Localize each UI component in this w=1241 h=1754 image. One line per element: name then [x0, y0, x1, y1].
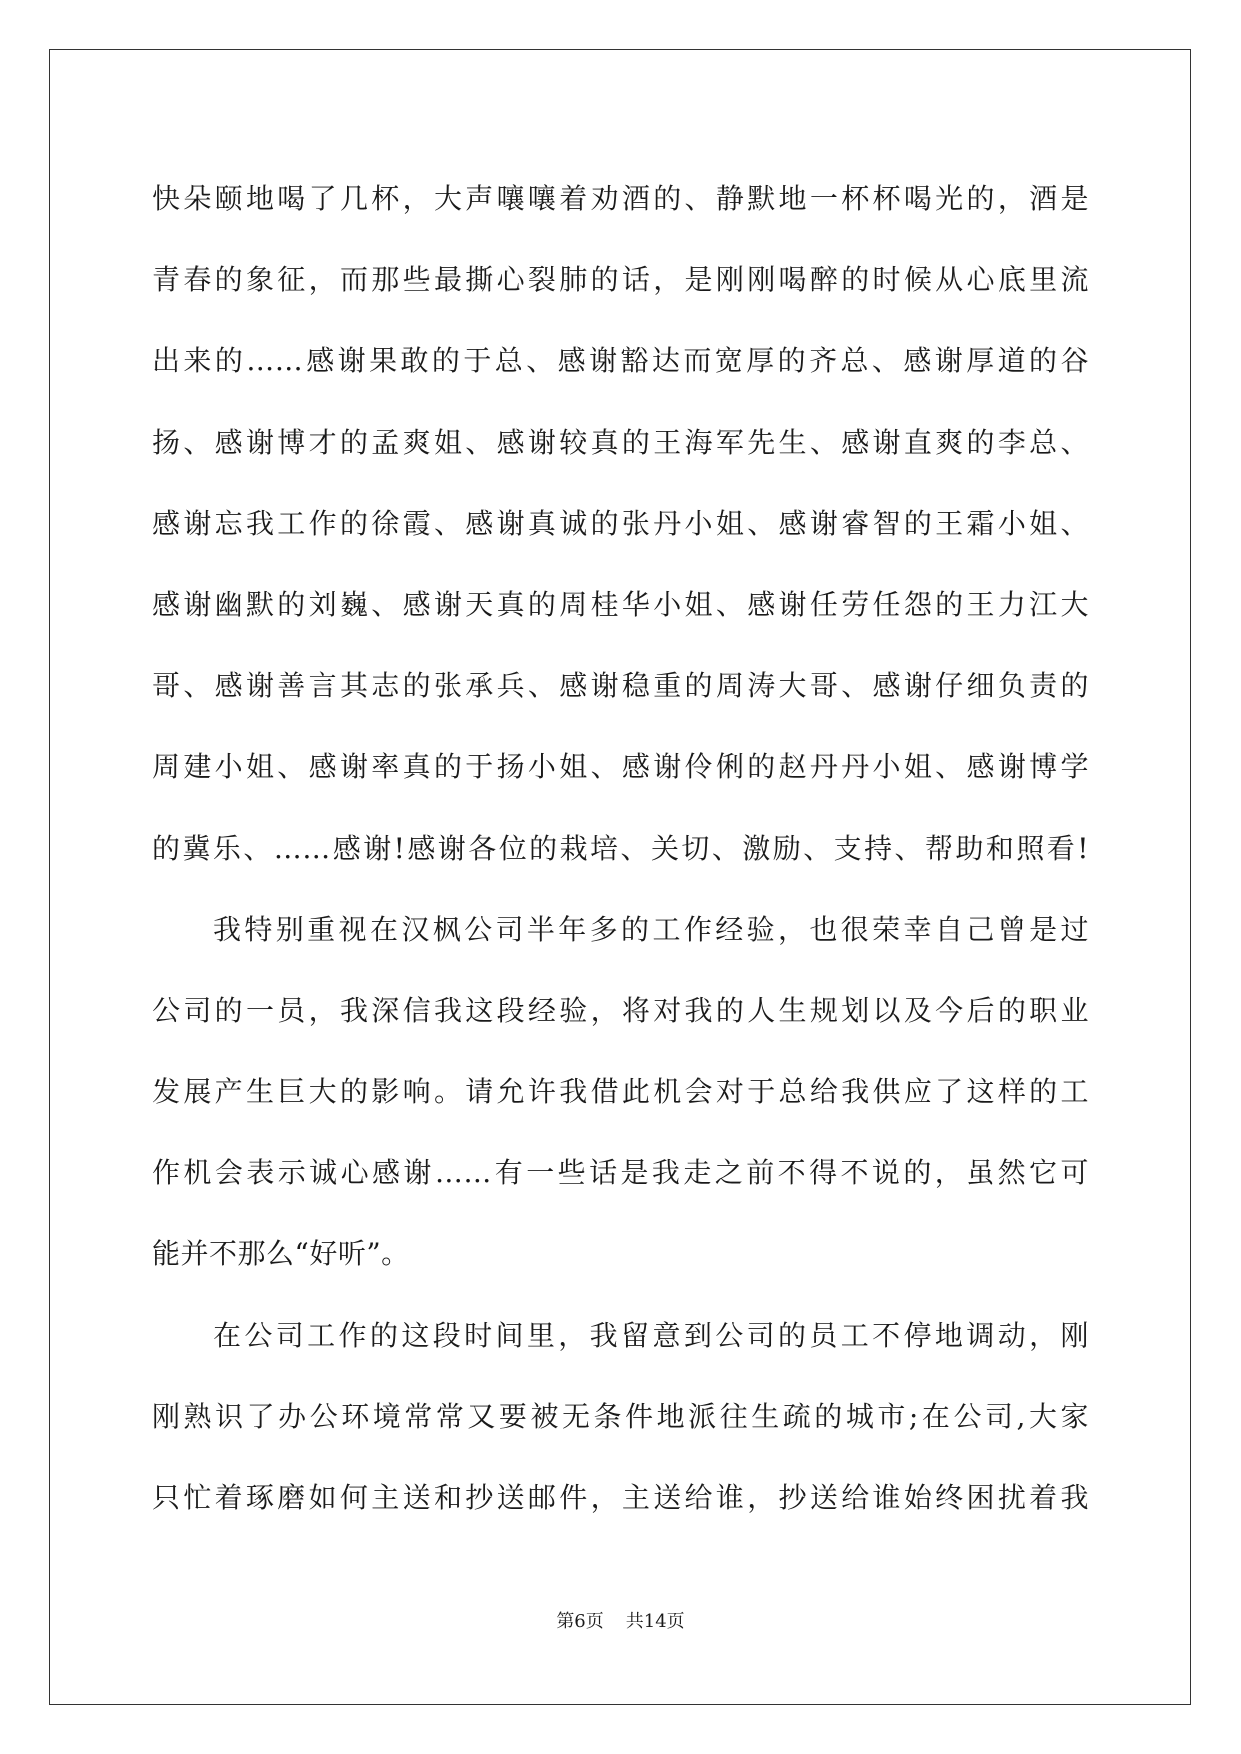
- document-body: [152, 158, 1089, 1538]
- text-line: 只忙着琢磨如何主送和抄送邮件，主送给谁，抄送给谁始终困扰着我: [152, 1481, 1089, 1514]
- text-line: 扬、感谢博才的孟爽姐、感谢较真的王海军先生、感谢直爽的李总、: [152, 425, 1089, 459]
- page-total: 共14页: [625, 1611, 685, 1632]
- text-line: 哥、感谢善言其志的张承兵、感谢稳重的周涛大哥、感谢仔细负责的: [152, 669, 1089, 703]
- text-line: 的冀乐、……感谢!感谢各位的栽培、关切、激励、支持、帮助和照看!: [152, 831, 1089, 865]
- text-line: 感谢幽默的刘巍、感谢天真的周桂华小姐、感谢任劳任怨的王力江大: [152, 587, 1089, 621]
- text-line: 刚熟识了办公环境常常又要被无条件地派往生疏的城市;在公司,大家: [152, 1399, 1089, 1433]
- text-line: 作机会表示诚心感谢……有一些话是我走之前不得不说的，虽然它可: [152, 1156, 1089, 1190]
- text-line: 公司的一员，我深信我这段经验，将对我的人生规划以及今后的职业: [152, 993, 1089, 1027]
- text-line: 出来的……感谢果敢的于总、感谢豁达而宽厚的齐总、感谢厚道的谷: [152, 344, 1089, 378]
- text-line: 发展产生巨大的影响。请允许我借此机会对于总给我供应了这样的工: [152, 1075, 1089, 1109]
- text-line: 周建小姐、感谢率真的于扬小姐、感谢伶俐的赵丹丹小姐、感谢博学: [152, 750, 1089, 784]
- paragraph-first-line: 在公司工作的这段时间里，我留意到公司的员工不停地调动，刚: [213, 1318, 1089, 1352]
- text-line: 能并不那么“好听”。: [152, 1237, 410, 1271]
- text-line: 青春的象征，而那些最撕心裂肺的话，是刚刚喝醉的时候从心底里流: [152, 263, 1089, 297]
- text-line: 感谢忘我工作的徐霞、感谢真诚的张丹小姐、感谢睿智的王霜小姐、: [152, 506, 1089, 540]
- page-footer: [0, 1610, 1241, 1634]
- text-line: 快朵颐地喝了几杯，大声嚷嚷着劝酒的、静默地一杯杯喝光的，酒是: [152, 182, 1089, 215]
- page-number: 第6页: [556, 1611, 604, 1632]
- paragraph-first-line: 我特别重视在汉枫公司半年多的工作经验，也很荣幸自己曾是过: [213, 912, 1089, 946]
